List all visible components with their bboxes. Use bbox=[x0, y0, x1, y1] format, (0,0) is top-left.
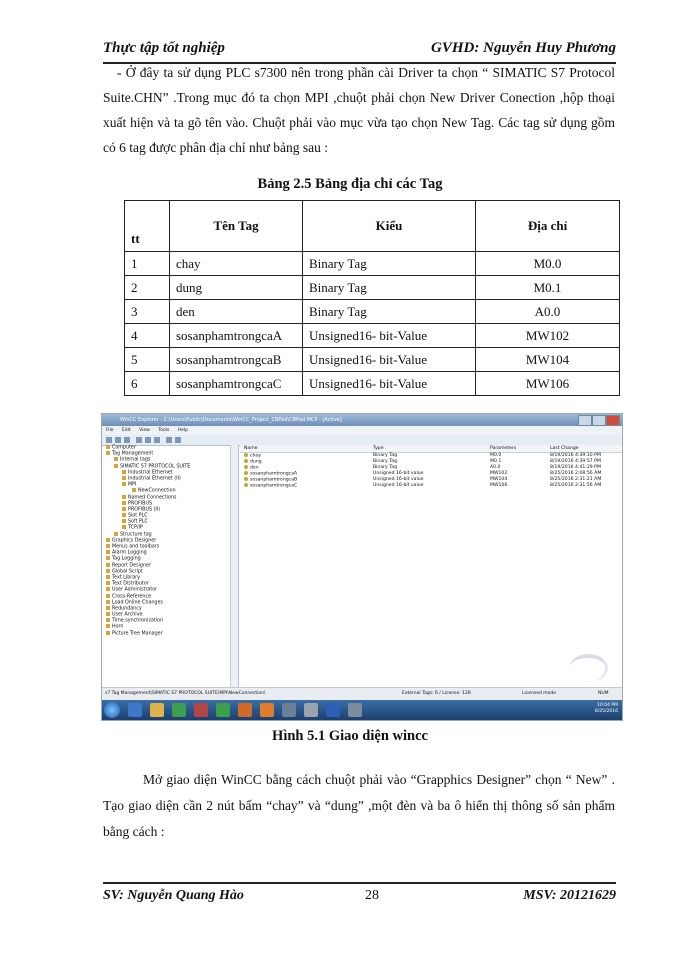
menu-icon bbox=[106, 544, 110, 548]
help-icon[interactable] bbox=[175, 437, 181, 443]
app-icon[interactable] bbox=[194, 703, 208, 717]
channel-icon bbox=[122, 507, 126, 511]
app-icon[interactable] bbox=[260, 703, 274, 717]
maximize-button[interactable] bbox=[592, 415, 606, 426]
minimize-button[interactable] bbox=[578, 415, 592, 426]
menu-help[interactable]: Help bbox=[177, 428, 189, 433]
tag-icon bbox=[106, 451, 110, 455]
channel-icon bbox=[122, 501, 126, 505]
status-license: Licensed mode bbox=[522, 691, 557, 696]
row-name: dung bbox=[170, 276, 303, 300]
tree-item[interactable]: Named Connections bbox=[102, 495, 238, 501]
redundancy-icon bbox=[106, 606, 110, 610]
graphics-icon bbox=[106, 538, 110, 542]
row-type: Binary Tag bbox=[303, 252, 476, 276]
header-type: Kiểu bbox=[303, 201, 476, 252]
tree-item[interactable]: Slot PLC bbox=[102, 513, 238, 519]
taskbar-clock[interactable]: 10:04 PM 8/25/2016 bbox=[594, 703, 618, 714]
channel-icon bbox=[122, 482, 126, 486]
cut-icon[interactable] bbox=[136, 437, 142, 443]
header-address: Địa chỉ bbox=[476, 201, 620, 252]
row-type: Unsigned16- bit-Value bbox=[303, 372, 476, 396]
menu-bar bbox=[102, 426, 622, 435]
row-type: Binary Tag bbox=[303, 276, 476, 300]
archive-icon bbox=[106, 612, 110, 616]
tree-item[interactable]: Text Library bbox=[102, 575, 238, 581]
ie-icon[interactable] bbox=[128, 703, 142, 717]
tag-icon bbox=[244, 483, 248, 487]
menu-view[interactable]: View bbox=[139, 428, 150, 433]
tree-item[interactable]: Picture Tree Manager bbox=[102, 631, 238, 637]
row-tt: 1 bbox=[125, 252, 170, 276]
menu-file[interactable]: File bbox=[106, 428, 114, 433]
tree-item[interactable]: Alarm Logging bbox=[102, 550, 238, 556]
copy-icon[interactable] bbox=[145, 437, 151, 443]
row-tt: 2 bbox=[125, 276, 170, 300]
tag-address-table bbox=[124, 200, 620, 396]
tree-item[interactable]: MPI bbox=[102, 482, 238, 488]
structure-icon bbox=[114, 532, 118, 536]
text-icon bbox=[106, 575, 110, 579]
figure-caption: Hình 5.1 Giao diện wincc bbox=[272, 728, 428, 744]
tree-item[interactable]: Structure tag bbox=[102, 532, 238, 538]
header-title: Thực tập tốt nghiệp bbox=[103, 40, 225, 56]
row-type: Unsigned16- bit-Value bbox=[303, 348, 476, 372]
tree-item[interactable]: NewConnection bbox=[102, 488, 238, 494]
channel-icon bbox=[122, 476, 126, 480]
footer-student-id: MSV: 20121629 bbox=[523, 888, 616, 903]
channel-icon bbox=[122, 519, 126, 523]
status-num: NUM bbox=[598, 691, 609, 696]
wincc-icon[interactable] bbox=[282, 703, 296, 717]
column-last-change[interactable]: Last Change bbox=[550, 446, 579, 451]
tree-item[interactable]: TCP/IP bbox=[102, 525, 238, 531]
status-bar bbox=[102, 687, 622, 700]
table-caption: Bảng 2.5 Bảng địa chỉ các Tag bbox=[257, 176, 443, 192]
paste-icon[interactable] bbox=[154, 437, 160, 443]
tree-item[interactable]: Horn bbox=[102, 624, 238, 630]
tree-item[interactable]: Time synchronization bbox=[102, 618, 238, 624]
window-title: WinCC Explorer - C:\Users\Public\Documents\WinCC_Project_CBPad\CBPad.MCP - [Active] bbox=[120, 417, 342, 423]
user-icon bbox=[106, 587, 110, 591]
column-type[interactable]: Type bbox=[373, 446, 384, 451]
row-name: sosanphamtrongcaA bbox=[170, 324, 303, 348]
tag-icon bbox=[244, 471, 248, 475]
close-button[interactable] bbox=[606, 415, 620, 426]
channel-icon bbox=[122, 525, 126, 529]
app-icon[interactable] bbox=[238, 703, 252, 717]
list-item[interactable]: sosanphamtrongcaA Unsigned 16-bit value MW102 8/25/2016 2:08:56 AM bbox=[240, 471, 622, 477]
body-paragraph: Mở giao diện WinCC bằng cách chuột phải vào “Grapphics Designer” chọn “ New” . Tạo giao diện cần 2 nút bấm “chay” và “dung” ,một đèn và ba ô hiển thị thông số sản phẩm bằng cách : bbox=[103, 772, 615, 839]
tree-item[interactable]: Internal tags bbox=[102, 457, 238, 463]
row-address: M0.1 bbox=[476, 276, 620, 300]
tree-item[interactable]: Graphics Designer bbox=[102, 538, 238, 544]
view-icon[interactable] bbox=[166, 437, 172, 443]
tree-item[interactable]: User Administrator bbox=[102, 587, 238, 593]
watermark-swirl-icon bbox=[569, 654, 608, 682]
app-icon[interactable] bbox=[348, 703, 362, 717]
row-tt: 5 bbox=[125, 348, 170, 372]
channel-icon bbox=[122, 495, 126, 499]
taskbar bbox=[102, 700, 622, 720]
horn-icon bbox=[106, 624, 110, 628]
row-address: MW102 bbox=[476, 324, 620, 348]
log-icon bbox=[106, 556, 110, 560]
channel-icon bbox=[122, 513, 126, 517]
tree-item[interactable]: Menus and toolbars bbox=[102, 544, 238, 550]
footer-student: SV: Nguyễn Quang Hào bbox=[103, 888, 244, 903]
picture-tree-icon bbox=[106, 631, 110, 635]
tag-list bbox=[240, 445, 622, 687]
start-button[interactable] bbox=[104, 702, 120, 718]
reference-icon bbox=[106, 594, 110, 598]
page-number: 28 bbox=[365, 888, 379, 903]
project-tree bbox=[102, 445, 239, 687]
media-player-icon[interactable] bbox=[172, 703, 186, 717]
row-tt: 6 bbox=[125, 372, 170, 396]
save-icon[interactable] bbox=[124, 437, 130, 443]
table-row bbox=[125, 252, 620, 276]
row-name: chay bbox=[170, 252, 303, 276]
list-item[interactable]: dung Binary Tag M0.1 8/19/2016 4:39:57 PM bbox=[240, 459, 622, 465]
tree-item[interactable]: SIMATIC S7 PROTOCOL SUITE bbox=[102, 464, 238, 470]
table-row bbox=[125, 372, 620, 396]
list-item[interactable]: sosanphamtrongcaC Unsigned 16-bit value MW106 8/25/2016 2:31:56 AM bbox=[240, 483, 622, 489]
tag-icon bbox=[244, 459, 248, 463]
page-footer bbox=[103, 882, 616, 906]
tree-item[interactable]: Tag Management bbox=[102, 451, 238, 457]
row-address: M0.0 bbox=[476, 252, 620, 276]
tree-item[interactable]: Text Distributor bbox=[102, 581, 238, 587]
tree-item[interactable]: Soft PLC bbox=[102, 519, 238, 525]
table-row bbox=[125, 324, 620, 348]
script-icon bbox=[106, 569, 110, 573]
header-tt: tt bbox=[125, 201, 170, 252]
tree-item[interactable]: PROFIBUS (II) bbox=[102, 507, 238, 513]
chrome-icon[interactable] bbox=[216, 703, 230, 717]
report-icon bbox=[106, 563, 110, 567]
table-row bbox=[125, 276, 620, 300]
tree-item[interactable]: Global Script bbox=[102, 569, 238, 575]
menu-tools[interactable]: Tools bbox=[158, 428, 170, 433]
menu-edit[interactable]: Edit bbox=[121, 428, 131, 433]
clock-icon bbox=[106, 618, 110, 622]
load-icon bbox=[106, 600, 110, 604]
computer-icon bbox=[106, 445, 110, 449]
tag-icon bbox=[114, 457, 118, 461]
new-icon[interactable] bbox=[106, 437, 112, 443]
row-name: sosanphamtrongcaC bbox=[170, 372, 303, 396]
tree-item[interactable]: Computer bbox=[102, 445, 238, 451]
row-name: sosanphamtrongcaB bbox=[170, 348, 303, 372]
table-row bbox=[125, 348, 620, 372]
row-type: Unsigned16- bit-Value bbox=[303, 324, 476, 348]
app-icon[interactable] bbox=[304, 703, 318, 717]
list-item[interactable]: sosanphamtrongcaB Unsigned 16-bit value MW104 8/25/2016 2:31:21 AM bbox=[240, 477, 622, 483]
list-header bbox=[240, 445, 622, 453]
wincc-screenshot bbox=[101, 413, 623, 721]
column-parameters[interactable]: Parameters bbox=[490, 446, 517, 451]
tree-item[interactable]: Load Online Changes bbox=[102, 600, 238, 606]
word-icon[interactable] bbox=[326, 703, 340, 717]
tree-item[interactable]: Cross-Reference bbox=[102, 594, 238, 600]
header-supervisor: GVHD: Nguyễn Huy Phương bbox=[431, 40, 616, 56]
tree-item[interactable]: PROFIBUS bbox=[102, 501, 238, 507]
tag-icon bbox=[244, 453, 248, 457]
list-item[interactable]: chay Binary Tag M0.0 8/19/2016 4:39:10 PM bbox=[240, 453, 622, 459]
tree-item[interactable]: Industrial Ethernet (II) bbox=[102, 476, 238, 482]
tree-item[interactable]: User Archive bbox=[102, 612, 238, 618]
row-type: Binary Tag bbox=[303, 300, 476, 324]
row-name: den bbox=[170, 300, 303, 324]
row-tt: 4 bbox=[125, 324, 170, 348]
connection-icon bbox=[132, 488, 136, 492]
status-tags: External Tags: 6 / License: 128 bbox=[402, 691, 471, 696]
row-tt: 3 bbox=[125, 300, 170, 324]
tree-item[interactable]: Industrial Ethernet bbox=[102, 470, 238, 476]
column-name[interactable]: Name bbox=[244, 446, 258, 451]
tree-item[interactable]: Tag Logging bbox=[102, 556, 238, 562]
driver-icon bbox=[114, 464, 118, 468]
tree-scrollbar[interactable] bbox=[230, 445, 238, 687]
channel-icon bbox=[122, 470, 126, 474]
tag-icon bbox=[244, 477, 248, 481]
table-row bbox=[125, 300, 620, 324]
intro-paragraph: - Ở đây ta sử dụng PLC s7300 nên trong phần cài Driver ta chọn “ SIMATIC S7 Protocol Suite.CHN” .Trong mục đó ta chọn MPI ,chuột phải chọn New Driver Conection ,hộp thoại xuất hiện và ta gõ tên vào. Chuột phải vào mục vừa tạo chọn New Tag. Các tag sử dụng gồm có 6 tag được phân địa chỉ như bảng sau : bbox=[103, 65, 615, 155]
row-address: MW104 bbox=[476, 348, 620, 372]
status-path: s7 Tag Management\SIMATIC S7 PROTOCOL SUITE\MPI\NewConnection\ bbox=[105, 691, 266, 696]
alarm-icon bbox=[106, 550, 110, 554]
tree-item[interactable]: Redundancy bbox=[102, 606, 238, 612]
header-name: Tên Tag bbox=[170, 201, 303, 252]
window-titlebar bbox=[102, 414, 622, 426]
tree-item[interactable]: Report Designer bbox=[102, 563, 238, 569]
open-icon[interactable] bbox=[115, 437, 121, 443]
list-item[interactable]: den Binary Tag A0.0 8/19/2016 4:41:29 PM bbox=[240, 465, 622, 471]
tag-icon bbox=[244, 465, 248, 469]
row-address: MW106 bbox=[476, 372, 620, 396]
explorer-icon[interactable] bbox=[150, 703, 164, 717]
text-icon bbox=[106, 581, 110, 585]
table-header-row bbox=[125, 201, 620, 252]
row-address: A0.0 bbox=[476, 300, 620, 324]
